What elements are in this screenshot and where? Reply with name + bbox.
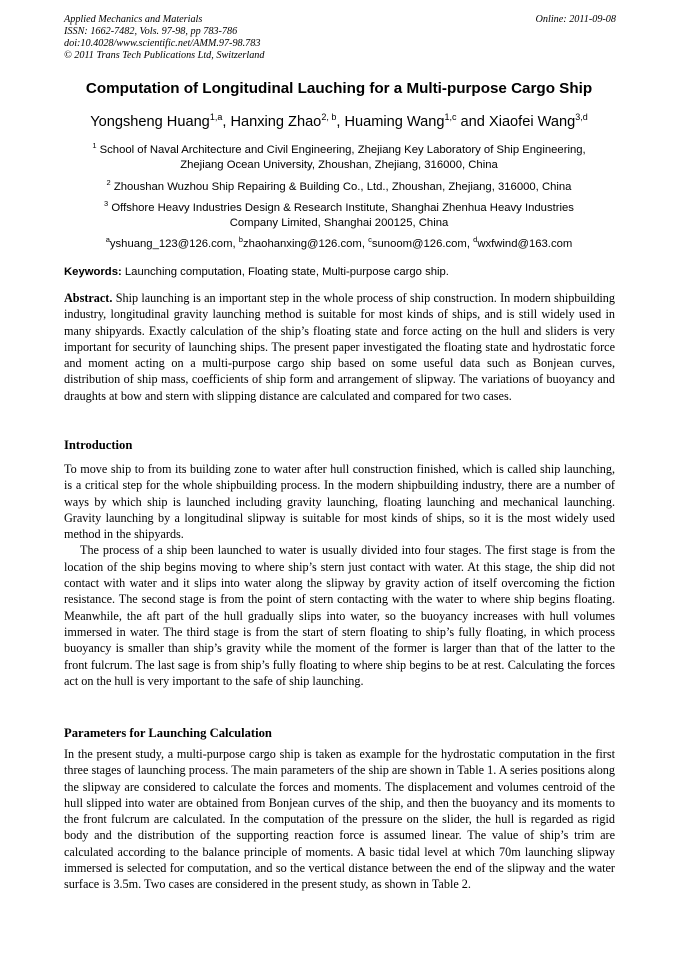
author: Huaming Wang$^{1,c}$ — [344, 112, 457, 130]
paragraph: The process of a ship been launched to water is usually divided into four stages. The first stage is from the location of the ship begins moving to where ship’s stern just contact with water. At this stage, the ship did not contact with water and it slips into water along the slipway by gravity action of itself overcoming the fiction resistance. The second stage is from the point of stern contacting with the water to where ship begins floating. Meanwhile, the aft part of the hull gradually slips into water, so the buoyancy increases with hull volumes immersed in water. The third stage is from the start of stern floating to ship’s fully floating, in which process buoyancy is smaller than ship’s gravity while the moment of the former is larger than that of the latter to the front fulcrum. The last sage is from ship’s fully floating to where ship begins to be at rest. Calculating the forces act on the hull is very important to the safe of ship launching. — [64, 543, 615, 688]
doi-line: doi:10.4028/www.scientific.net/AMM.97-98.783 — [64, 38, 261, 49]
keywords-text: Launching computation, Floating state, Multi-purpose cargo ship. — [121, 266, 449, 278]
affiliation-3: $^3$ Offshore Heavy Industries Design & Research Institute, Shanghai Zhenhua Heavy Industries Company Limited, Shanghai 200125, China — [104, 199, 574, 229]
author: Hanxing Zhao$^{2, b}$ — [230, 112, 337, 130]
email-link[interactable]: zhaohanxing@126.com — [242, 237, 362, 250]
paragraph: To move ship to from its building zone to water after hull construction finished, which is called ship launching, is a critical step for the whole shipbuilding process. In the modern shipbuilding industry, there are a number of ways by which ship is launched including gravity launching, floating launching and mechanical launching. Gravity launching by a longitudinal slipway is suitable for most kinds of ships, so it is the most widely used method in the shipyards. — [64, 462, 615, 542]
affiliation-2: $^2$ Zhoushan Wuzhou Ship Repairing & Building Co., Ltd., Zhoushan, Zhejiang, 316000, China — [106, 178, 572, 193]
journal-name: Applied Mechanics and Materials — [64, 14, 203, 25]
keywords — [64, 266, 624, 278]
journal-header — [64, 14, 616, 62]
parameters-body — [64, 746, 615, 893]
abstract-label: Abstract. — [64, 291, 113, 305]
section-heading-parameters: Parameters for Launching Calculation — [64, 726, 272, 740]
email-link[interactable]: sunoom@126.com — [371, 237, 467, 250]
affiliation-1: $^1$ School of Naval Architecture and Civil Engineering, Zhejiang Key Laboratory of Ship Engineering, Zhejiang Ocean University, Zhoushan, Zhejiang, 316000, China — [92, 141, 586, 171]
introduction-body — [64, 461, 615, 689]
author: Yongsheng Huang$^{1,a}$ — [90, 112, 223, 130]
paragraph: In the present study, a multi-purpose cargo ship is taken as example for the hydrostatic computation in the first three stages of launching process. The main parameters of the ship are shown in Table 1. A series positions along the slipway are considered to calculate the forces and moments. The displacement and volumes centroid of the hull slipped into water are obtained from Bonjean curves of the ship, and then the buoyancy and its moments to the front fulcrum are calculated. In the computation of the pressure on the slider, the hull is regarded as rigid body and the distribution of the supporting reaction force is assumed linear. The value of ship’s trim are calculated according to the balance principle of moments. A basic tidal level at which 70m launching slipway immersed is selected for computation, and so the vertical distance between the end of the slipway and the water surface is 3.5m. Two cases are considered in the present study, as shown in Table 2. — [64, 747, 615, 892]
issn-line: ISSN: 1662-7482, Vols. 97-98, pp 783-786 — [64, 26, 238, 37]
copyright-line: © 2011 Trans Tech Publications Ltd, Switzerland — [64, 50, 265, 61]
abstract-text: Ship launching is an important step in the whole process of ship construction. In modern shipbuilding industry, longitudinal gravity launching method is suitable for most kinds of ships, and is still widely used in many shipyards. Exactly calculation of the ship’s floating state and force acting on the hull and sliders is very important for security of launching ships. The present paper investigated the floating state and hydrostatic force and moment acting on a multi-purpose cargo ship based on some useful data such as Bonjean curves, distribution of ship mass, coefficients of ship form and arrangement of slipway. The variations of buoyancy and draughts at bow and stern with slipping distance are calculated and compared for two cases. — [64, 291, 615, 403]
abstract — [64, 290, 615, 404]
section-heading-introduction: Introduction — [64, 438, 133, 452]
email-link[interactable]: yshuang_123@126.com — [109, 237, 233, 250]
email-list: $^a$yshuang_123@126.com, $^b$zhaohanxing@126.com, $^c$sunoom@126.com, $^d$wxfwind@163.com — [105, 235, 573, 250]
author: Xiaofei Wang$^{3,d}$ — [488, 112, 588, 130]
email-link[interactable]: wxfwind@163.com — [477, 237, 573, 250]
keywords-label: Keywords: — [64, 266, 122, 278]
paper-title: Computation of Longitudinal Lauching for a Multi-purpose Cargo Ship — [85, 80, 593, 97]
author-list: Yongsheng Huang$^{1,a}$, Hanxing Zhao$^{2, b}$, Huaming Wang$^{1,c}$ and Xiaofei Wang$^{3,d}$ — [90, 112, 588, 130]
online-date: Online: 2011-09-08 — [535, 14, 616, 25]
